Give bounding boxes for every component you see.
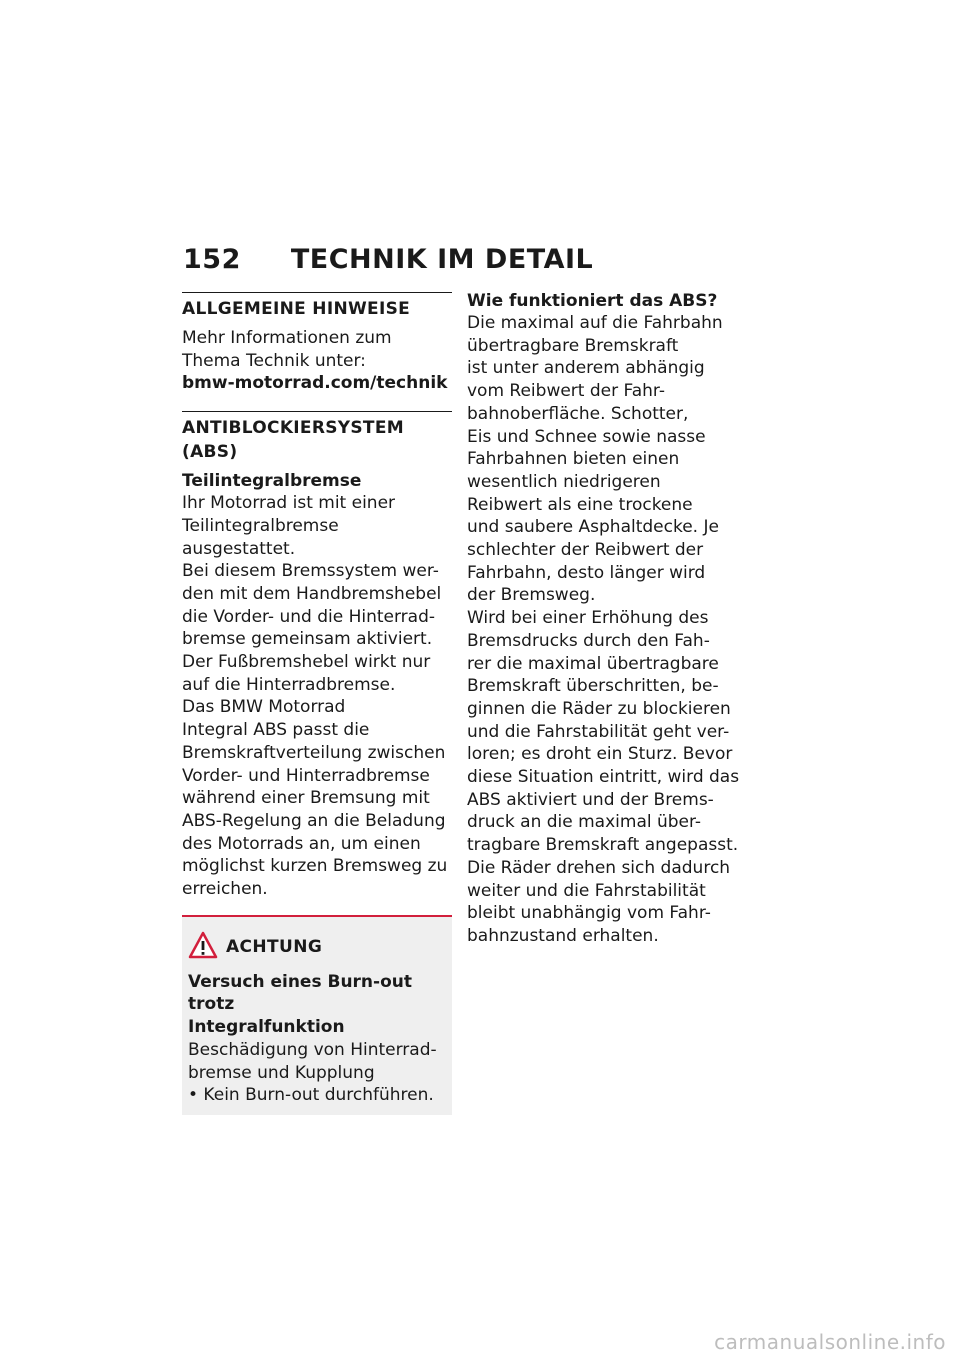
warning-title: Versuch eines Burn-out trotz Integralfunktion (188, 971, 412, 1038)
section-title-abs: ANTIBLOCKIERSYSTEM (ABS) (182, 418, 404, 463)
paragraph: Das BMW Motorrad Integral ABS passt die Bremskraftverteilung zwischen Vorder- und Hinterradbremse während einer Bremsung mit ABS-Regelung an die Beladung des Motorrads an, um einen möglichst kurzen Bremsweg zu erreichen. (182, 697, 448, 900)
warning-action: • Kein Burn-out durchführen. (188, 1085, 434, 1106)
abs-question-heading: Wie funktioniert das ABS? (467, 291, 718, 311)
warning-consequence: Beschädigung von Hinterrad- bremse und Kupplung (188, 1039, 437, 1083)
right-column (467, 290, 757, 948)
warning-label: ACHTUNG (226, 936, 323, 957)
page-header (183, 244, 593, 275)
section-title-general: ALLGEMEINE HINWEISE (182, 299, 411, 319)
page-number: 152 (183, 244, 241, 275)
paragraph: Ihr Motorrad ist mit einer Teilintegralbremse ausgestattet. Bei diesem Bremssystem wer- den mit dem Handbremshebel die Vorder- und die Hinterrad- bremse gemeinsam aktiviert. Der Fußbremshebel wirkt nur auf die Hinterradbremse. (182, 493, 442, 695)
chapter-title: TECHNIK IM DETAIL (290, 244, 594, 275)
section-divider (182, 292, 452, 293)
paragraph: Wird bei einer Erhöhung des Bremsdrucks durch den Fah- rer die maximal übertragbare Bremskraft überschritten, be- ginnen die Räder zu blockieren und die Fahrstabilität geht ver- loren; es droht ein Sturz. Bevor diese Situation eintritt, wird das ABS aktiviert und der Brems- druck an die maximal über- tragbare Bremskraft angepasst. Die Räder drehen sich dadurch weiter und die Fahrstabilität bleibt unabhängig vom Fahr- bahnzustand erhalten. (467, 608, 740, 946)
warning-header (188, 931, 446, 963)
left-column (182, 292, 452, 1115)
warning-box (182, 915, 452, 1115)
section-divider (182, 411, 452, 412)
watermark: carmanualsonline.info (714, 1330, 946, 1354)
paragraph: Die maximal auf die Fahrbahn übertragbare Bremskraft ist unter anderem abhängig vom Reibwert der Fahr- bahnoberfläche. Schotter, Eis und Schnee sowie nasse Fahrbahnen bieten einen wesentlich niedrigeren Reibwert als eine trockene und saubere Asphaltdecke. Je schlechter der Reibwert der Fahrbahn, desto länger wird der Bremsweg. (467, 313, 723, 606)
general-info-text: Mehr Informationen zum Thema Technik unter: (182, 328, 392, 371)
subsection-title: Teilintegralbremse (182, 471, 362, 492)
warning-triangle-icon (188, 931, 218, 963)
technik-link[interactable]: bmw-motorrad.com/technik (182, 373, 448, 394)
